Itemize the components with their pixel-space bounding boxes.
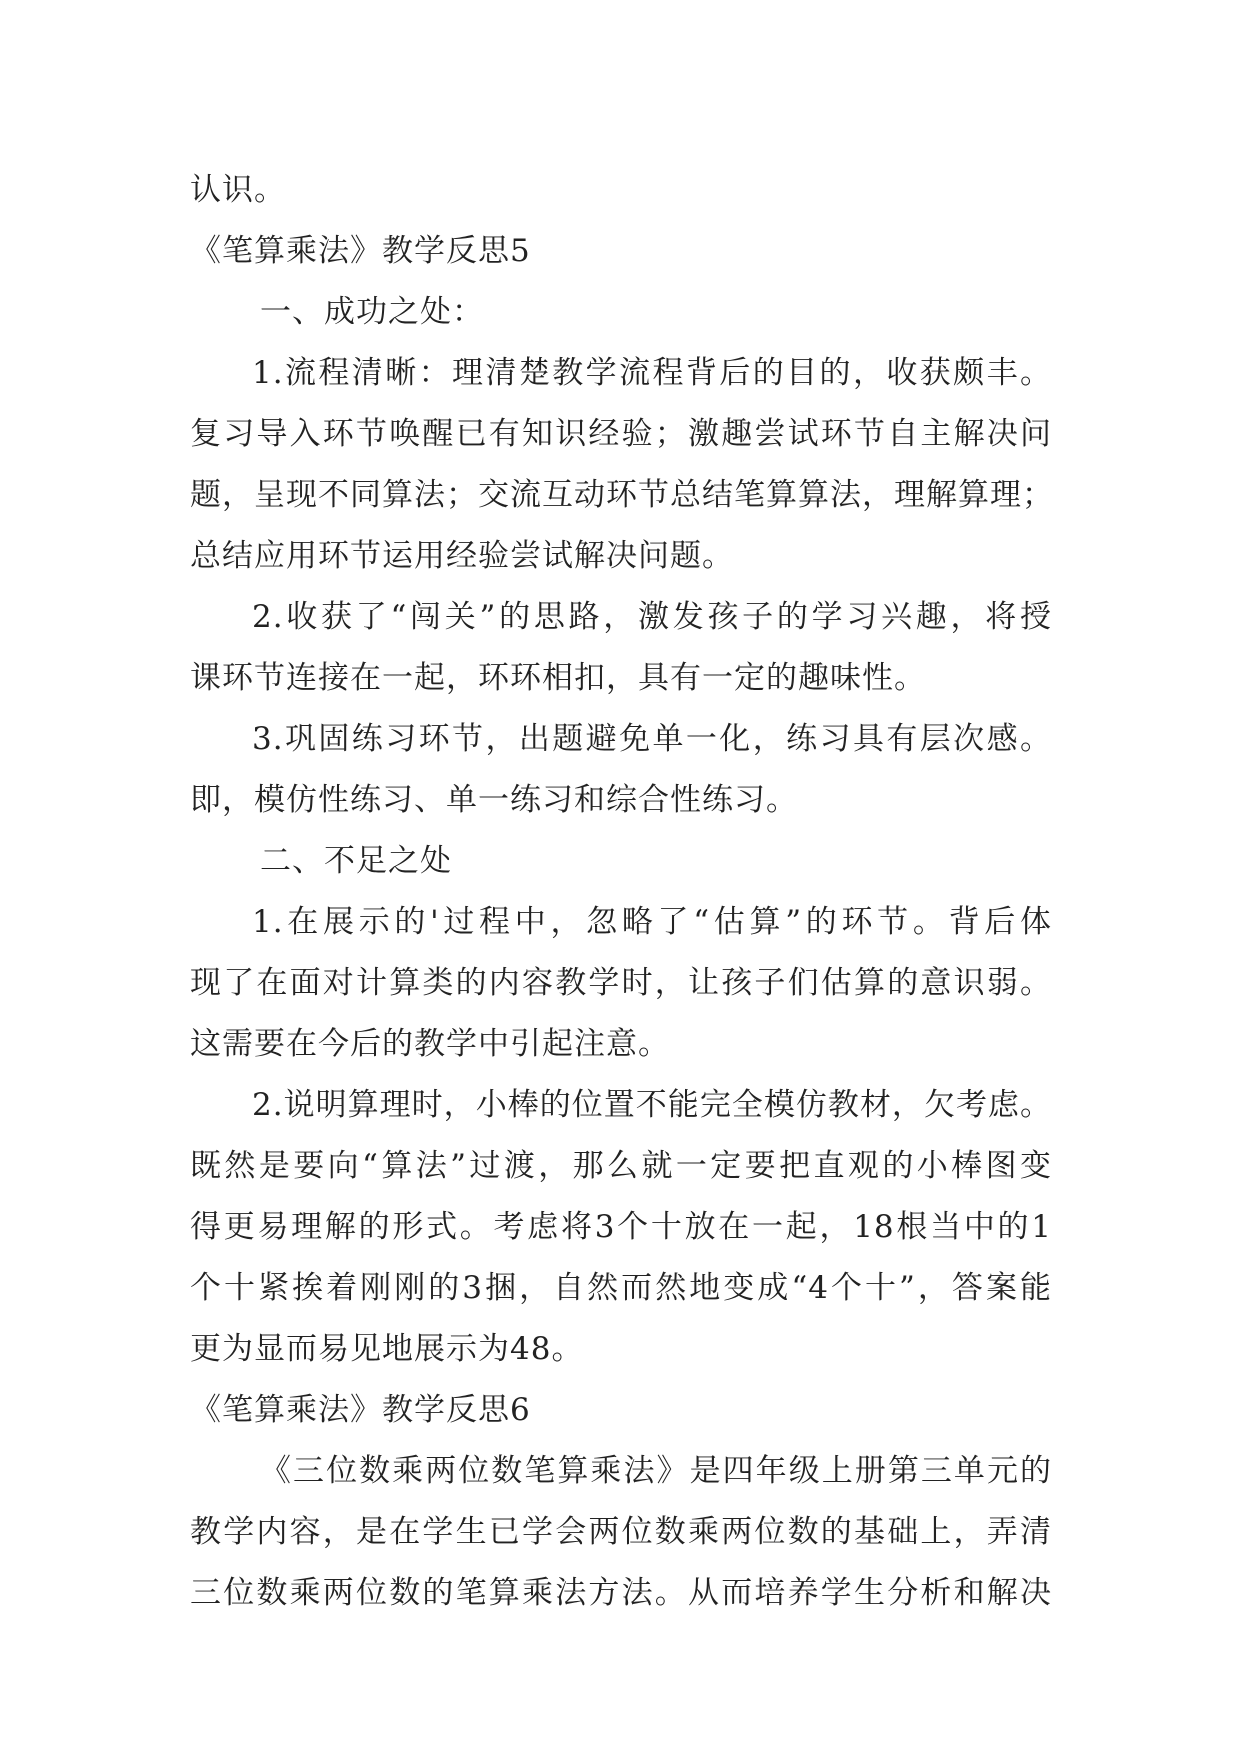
subsection-heading: 一、成功之处： bbox=[260, 294, 484, 330]
text-line: 更为显而易见地展示为48。 bbox=[190, 1331, 584, 1367]
text-line: 2.收获了“闯关”的思路，激发孩子的学习兴趣，将授 bbox=[252, 599, 1052, 635]
text-line: 2.说明算理时，小棒的位置不能完全模仿教材，欠考虑。 bbox=[252, 1087, 1052, 1123]
text-line: 认识。 bbox=[190, 172, 286, 208]
text-line: 复习导入环节唤醒已有知识经验；激趣尝试环节自主解决问 bbox=[190, 416, 1052, 452]
document-body bbox=[190, 160, 1052, 1624]
subsection-heading: 二、不足之处 bbox=[260, 843, 452, 879]
section-heading: 《笔算乘法》教学反思5 bbox=[190, 233, 531, 269]
text-line: 1.流程清晰：理清楚教学流程背后的目的，收获颇丰。 bbox=[252, 355, 1052, 391]
text-line: 个十紧挨着刚刚的3捆，自然而然地变成“4个十”，答案能 bbox=[190, 1270, 1052, 1306]
text-line: 得更易理解的形式。考虑将3个十放在一起，18根当中的1 bbox=[190, 1209, 1052, 1245]
text-line: 1.在展示的'过程中，忽略了“估算”的环节。背后体 bbox=[252, 904, 1052, 940]
text-line: 《三位数乘两位数笔算乘法》是四年级上册第三单元的 bbox=[260, 1453, 1052, 1489]
text-line: 教学内容，是在学生已学会两位数乘两位数的基础上，弄清 bbox=[190, 1514, 1052, 1550]
text-line: 三位数乘两位数的笔算乘法方法。从而培养学生分析和解决 bbox=[190, 1575, 1052, 1611]
text-line: 现了在面对计算类的内容教学时，让孩子们估算的意识弱。 bbox=[190, 965, 1052, 1001]
text-line: 总结应用环节运用经验尝试解决问题。 bbox=[190, 538, 734, 574]
text-line: 即，模仿性练习、单一练习和综合性练习。 bbox=[190, 782, 798, 818]
text-line: 题，呈现不同算法；交流互动环节总结笔算算法，理解算理； bbox=[190, 477, 1054, 513]
section-heading: 《笔算乘法》教学反思6 bbox=[190, 1392, 531, 1428]
text-line: 既然是要向“算法”过渡，那么就一定要把直观的小棒图变 bbox=[190, 1148, 1052, 1184]
text-line: 3.巩固练习环节，出题避免单一化，练习具有层次感。 bbox=[252, 721, 1052, 757]
text-line: 课环节连接在一起，环环相扣，具有一定的趣味性。 bbox=[190, 660, 926, 696]
text-line: 这需要在今后的教学中引起注意。 bbox=[190, 1026, 670, 1062]
